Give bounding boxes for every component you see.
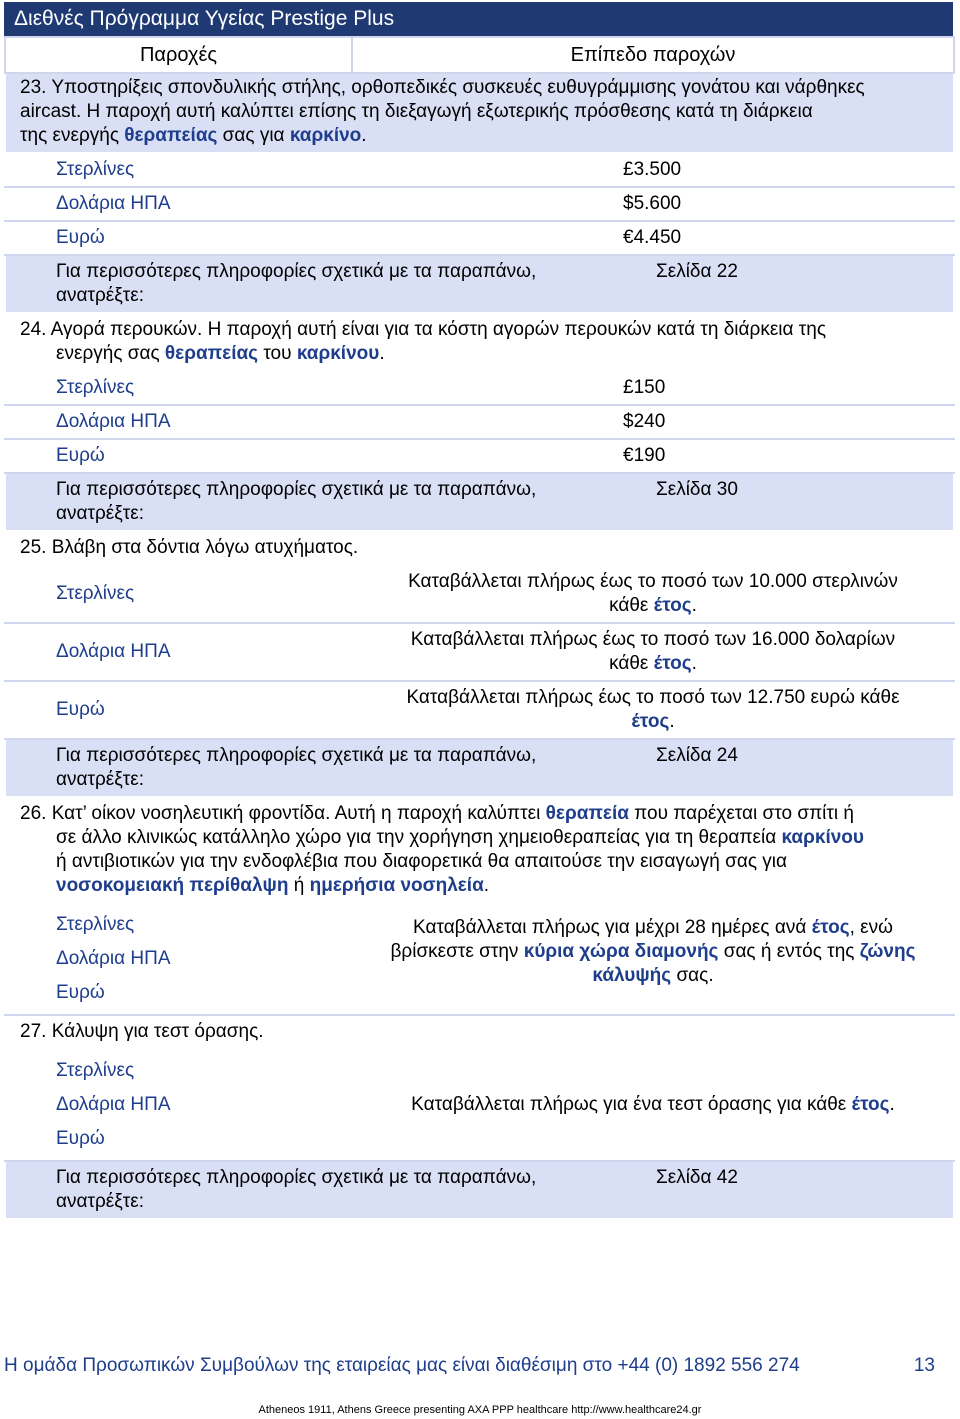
currency-label: Δολάρια ΗΠΑ <box>5 623 352 681</box>
currency-label: Στερλίνες <box>5 371 352 405</box>
benefit-value: €190 <box>352 439 954 473</box>
currency-label: Δολάρια ΗΠΑ <box>5 405 352 439</box>
s26-line3: ή αντιβιοτικών για την ενδοφλέβια που διαφορετικά θα απαιτούσε την εισαγωγή σας για <box>56 851 787 872</box>
currency-label: Ευρώ <box>5 681 352 739</box>
section-23-desc <box>5 73 954 153</box>
page-reference: Σελίδα 22 <box>656 261 738 282</box>
footer-credit: Atheneos 1911, Athens Greece presenting AXA PPP healthcare http://www.healthcare24.gr <box>258 1404 702 1416</box>
s26-currency-block <box>5 903 954 1015</box>
benefit-value: $240 <box>352 405 954 439</box>
more-info-text: Για περισσότερες πληροφορίες σχετικά με τα παραπάνω, ανατρέξτε: <box>56 1167 537 1212</box>
page-footer <box>4 1355 953 1377</box>
s23-line3: της ενεργής θεραπείας σας για καρκίνο. <box>20 125 367 146</box>
benefit-value: Καταβάλλεται πλήρως έως το ποσό των 12.750 ευρώ κάθε έτος. <box>352 681 954 739</box>
benefit-value: £3.500 <box>352 153 954 187</box>
section-27-desc: 27. Κάλυψη για τεστ όρασης. <box>5 1015 954 1049</box>
s24-eur-row <box>5 439 954 473</box>
currency-labels: Στερλίνες Δολάρια ΗΠΑ Ευρώ <box>5 1049 352 1161</box>
benefit-value: $5.600 <box>352 187 954 221</box>
benefit-value: Καταβάλλεται πλήρως έως το ποσό των 16.000 δολαρίων κάθε έτος. <box>352 623 954 681</box>
more-info-text: Για περισσότερες πληροφορίες σχετικά με τα παραπάνω, ανατρέξτε: <box>56 479 537 524</box>
section-24-desc <box>5 313 954 371</box>
s26-line4: νοσοκομειακή περίθαλψη ή ημερήσια νοσηλεία. <box>56 875 490 896</box>
benefits-table <box>4 36 955 1220</box>
benefit-value: Καταβάλλεται πλήρως για μέχρι 28 ημέρες ανά έτος, ενώ βρίσκεστε στην κύρια χώρα διαμονής σας ή εντός της ζώνης κάλυψής σας. <box>352 903 954 1015</box>
s25-usd-row <box>5 623 954 681</box>
s24-usd-row <box>5 405 954 439</box>
currency-label: Ευρώ <box>5 221 352 255</box>
currency-label: Στερλίνες <box>5 565 352 623</box>
currency-label: Στερλίνες <box>5 153 352 187</box>
s24-gbp-row <box>5 371 954 405</box>
s25-gbp-row <box>5 565 954 623</box>
s26-line2: σε άλλο κλινικώς κατάλληλο χώρο για την χορήγηση χημειοθεραπείας για τη θεραπεία καρκίνου <box>56 827 864 848</box>
s23-usd-row <box>5 187 954 221</box>
benefit-value: Καταβάλλεται πλήρως για ένα τεστ όρασης για κάθε έτος. <box>352 1049 954 1161</box>
header-level: Επίπεδο παροχών <box>352 37 954 73</box>
header-benefits: Παροχές <box>5 37 352 73</box>
s27-currency-block <box>5 1049 954 1161</box>
benefit-value: €4.450 <box>352 221 954 255</box>
s25-eur-row <box>5 681 954 739</box>
more-info-text: Για περισσότερες πληροφορίες σχετικά με τα παραπάνω, ανατρέξτε: <box>56 261 537 306</box>
currency-label: Δολάρια ΗΠΑ <box>5 187 352 221</box>
s23-line1: 23. Υποστηρίξεις σπονδυλικής στήλης, ορθοπεδικές συσκευές ευθυγράμμισης γονάτου και νάρθηκες <box>20 77 865 98</box>
section-25-desc: 25. Βλάβη στα δόντια λόγω ατυχήματος. <box>5 531 954 565</box>
footer-contact-text: Η ομάδα Προσωπικών Συμβούλων της εταιρείας μας είναι διαθέσιμη στο +44 (0) 1892 556 274 <box>4 1355 800 1376</box>
page-number: 13 <box>913 1355 935 1376</box>
s24-more-row <box>5 473 954 531</box>
s24-line2: ενεργής σας θεραπείας του καρκίνου. <box>56 343 385 364</box>
page-reference: Σελίδα 24 <box>656 745 738 766</box>
currency-labels: Στερλίνες Δολάρια ΗΠΑ Ευρώ <box>5 903 352 1015</box>
benefit-value: £150 <box>352 371 954 405</box>
s24-line1: 24. Αγορά περουκών. Η παροχή αυτή είναι για τα κόστη αγορών περουκών κατά τη διάρκεια της <box>20 319 826 340</box>
document-title: Διεθνές Πρόγραμμα Υγείας Prestige Plus <box>4 2 953 36</box>
table-header-row <box>5 37 954 73</box>
more-info-text: Για περισσότερες πληροφορίες σχετικά με τα παραπάνω, ανατρέξτε: <box>56 745 537 790</box>
s26-line1: 26. Κατ’ οίκον νοσηλευτική φροντίδα. Αυτή η παροχή καλύπτει θεραπεία που παρέχεται στο σπίτι ή <box>20 803 854 824</box>
currency-label: Ευρώ <box>5 439 352 473</box>
s23-gbp-row <box>5 153 954 187</box>
s25-more-row <box>5 739 954 797</box>
page-reference: Σελίδα 42 <box>656 1167 738 1188</box>
s27-more-row <box>5 1161 954 1219</box>
s23-eur-row <box>5 221 954 255</box>
s23-more-row <box>5 255 954 313</box>
page-reference: Σελίδα 30 <box>656 479 738 500</box>
benefits-document <box>4 2 953 1220</box>
section-26-desc <box>5 797 954 903</box>
s23-line2: aircast. Η παροχή αυτή καλύπτει επίσης τη διεξαγωγή εξωτερικής πρόσθεσης κατά τη διάρκεια <box>20 101 813 122</box>
benefit-value: Καταβάλλεται πλήρως έως το ποσό των 10.000 στερλινών κάθε έτος. <box>352 565 954 623</box>
